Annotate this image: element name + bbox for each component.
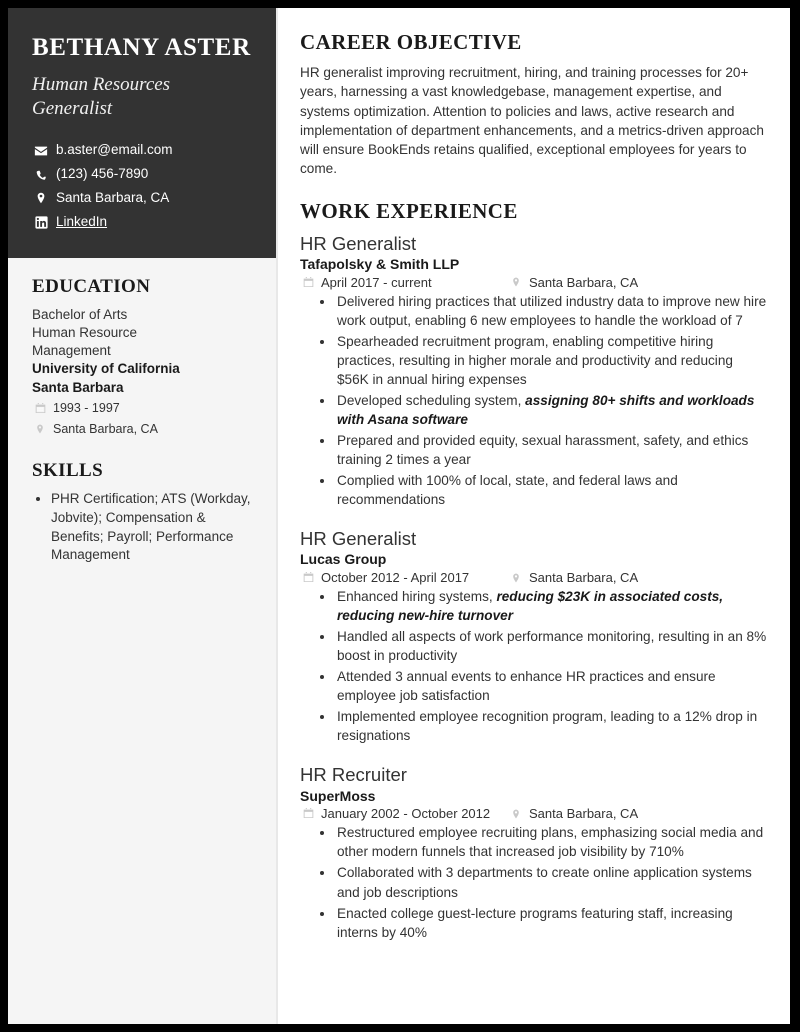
education-dates: 1993 - 1997 (53, 400, 120, 415)
calendar-icon (300, 572, 316, 583)
candidate-name: BETHANY ASTER (32, 34, 251, 61)
job-entry (300, 232, 768, 509)
job-role: HR Generalist (300, 232, 417, 254)
list-item (335, 332, 768, 389)
calendar-icon (300, 277, 316, 288)
list-item (335, 587, 768, 625)
contact-linkedin-link[interactable]: LinkedIn (56, 213, 108, 229)
education-degree-line-2: Human Resource (32, 325, 138, 341)
job-role: HR Recruiter (300, 764, 407, 786)
bullet-text: Delivered hiring practices that utilized industry data to improve new hire work output, enabling 6 new employees to handle the workload of 7 (337, 293, 767, 328)
map-pin-icon (508, 808, 524, 820)
sidebar-body (8, 258, 276, 607)
map-pin-icon (32, 423, 48, 435)
skills-heading: SKILLS (32, 460, 104, 482)
work-experience-section (300, 199, 768, 942)
career-objective-section (300, 30, 768, 179)
education-school-line-1: University of California (32, 361, 180, 377)
job-location: Santa Barbara, CA (529, 570, 639, 586)
envelope-icon (32, 144, 50, 158)
phone-icon (32, 168, 50, 182)
bullet-text: Attended 3 annual events to enhance HR practices and ensure employee job satisfaction (337, 669, 716, 704)
career-objective-text: HR generalist improving recruitment, hiring, and training processes for 20+ years, harnessing a vast knowledgebase, management expertise, and systems optimization. Attention to policies and laws, active research and implementation of department enhancements, and a metrics-driven approach will ensure BookEnds retains qualified, exceptional employees for years to come. (300, 65, 764, 177)
sidebar (8, 8, 278, 1024)
bullet-text: Spearheaded recruitment program, enabling competitive hiring practices, resulting in higher morale and productivity and reducing $56K in annual hiring expenses (337, 333, 733, 387)
job-dates: April 2017 - current (321, 274, 432, 290)
linkedin-icon (32, 216, 50, 229)
map-pin-icon (508, 276, 524, 288)
job-company: Tafapolsky & Smith LLP (300, 255, 460, 272)
list-item (335, 863, 768, 901)
job-meta-row (300, 570, 768, 585)
main-content (278, 8, 790, 1024)
calendar-icon (300, 808, 316, 819)
bullet-text: Complied with 100% of local, state, and federal laws and recommendations (337, 473, 678, 508)
job-bullet-list (300, 823, 768, 941)
job-meta-row (300, 806, 768, 821)
contact-phone-label: (123) 456-7890 (56, 166, 149, 182)
contact-email-label: b.aster@email.com (56, 142, 173, 158)
job-company: Lucas Group (300, 551, 387, 568)
job-bullet-list (300, 587, 768, 745)
list-item (335, 471, 768, 509)
job-location: Santa Barbara, CA (529, 806, 639, 822)
job-dates: January 2002 - October 2012 (321, 806, 491, 822)
resume-page (8, 8, 790, 1024)
list-item (335, 904, 768, 942)
bullet-emphasis: reducing $23K in associated costs, reducing new-hire turnover (337, 589, 724, 624)
list-item (335, 627, 768, 665)
education-dates-row (32, 399, 252, 418)
calendar-icon (32, 403, 48, 414)
list-item: • PHR Certification; ATS (Workday, Jobvite); Compensation & Benefits; Payroll; Performance Management (51, 490, 252, 565)
jobs-container (300, 232, 768, 942)
bullet-text: Prepared and provided equity, sexual harassment, safety, and ethics training 2 times a year (337, 433, 749, 468)
job-entry (300, 527, 768, 745)
map-pin-icon (508, 572, 524, 584)
list-item (335, 667, 768, 705)
education-location-row (32, 420, 252, 439)
bullet-text: Enhanced hiring systems, (337, 589, 497, 605)
candidate-job-title: Human Resources Generalist (32, 73, 171, 120)
contact-item-email (32, 140, 252, 161)
contact-item-phone (32, 164, 252, 185)
education-degree-line-1: Bachelor of Arts (32, 306, 128, 322)
job-role: HR Generalist (300, 528, 417, 550)
skills-section (32, 460, 252, 565)
job-dates: October 2012 - April 2017 (321, 570, 470, 586)
contact-location-label: Santa Barbara, CA (56, 189, 170, 205)
education-degree-line-3: Management (32, 343, 111, 359)
bullet-text: Handled all aspects of work performance monitoring, resulting in an 8% boost in productivity (337, 629, 767, 664)
education-school-line-2: Santa Barbara (32, 379, 124, 395)
bullet-text: Collaborated with 3 departments to create online application systems and job descriptions (337, 865, 752, 900)
contact-list (32, 140, 252, 233)
contact-item-linkedin[interactable] (32, 212, 252, 233)
map-pin-icon (32, 191, 50, 205)
education-location: Santa Barbara, CA (53, 421, 158, 436)
list-item (335, 391, 768, 429)
career-objective-heading: CAREER OBJECTIVE (300, 30, 522, 54)
sidebar-header (8, 8, 276, 258)
bullet-text: Implemented employee recognition program, leading to a 12% drop in resignations (337, 709, 758, 744)
job-bullet-list (300, 292, 768, 509)
bullet-emphasis: assigning 80+ shifts and workloads with Asana software (337, 392, 755, 427)
bullet-text: Restructured employee recruiting plans, emphasizing social media and other modern funnels that increased job visibility by 710% (337, 825, 764, 860)
education-section (32, 276, 252, 439)
list-item (335, 823, 768, 861)
job-location: Santa Barbara, CA (529, 274, 639, 290)
list-item (335, 431, 768, 469)
list-item (335, 292, 768, 330)
work-experience-heading: WORK EXPERIENCE (300, 198, 518, 223)
contact-item-location (32, 188, 252, 209)
job-meta-row (300, 275, 768, 290)
bullet-text: Enacted college guest-lecture programs featuring staff, increasing interns by 40% (337, 905, 733, 940)
job-entry (300, 763, 768, 941)
job-company: SuperMoss (300, 787, 376, 804)
bullet-text: Developed scheduling system, (337, 392, 526, 408)
skills-list (32, 490, 252, 565)
education-heading: EDUCATION (32, 275, 151, 297)
list-item (335, 707, 768, 745)
